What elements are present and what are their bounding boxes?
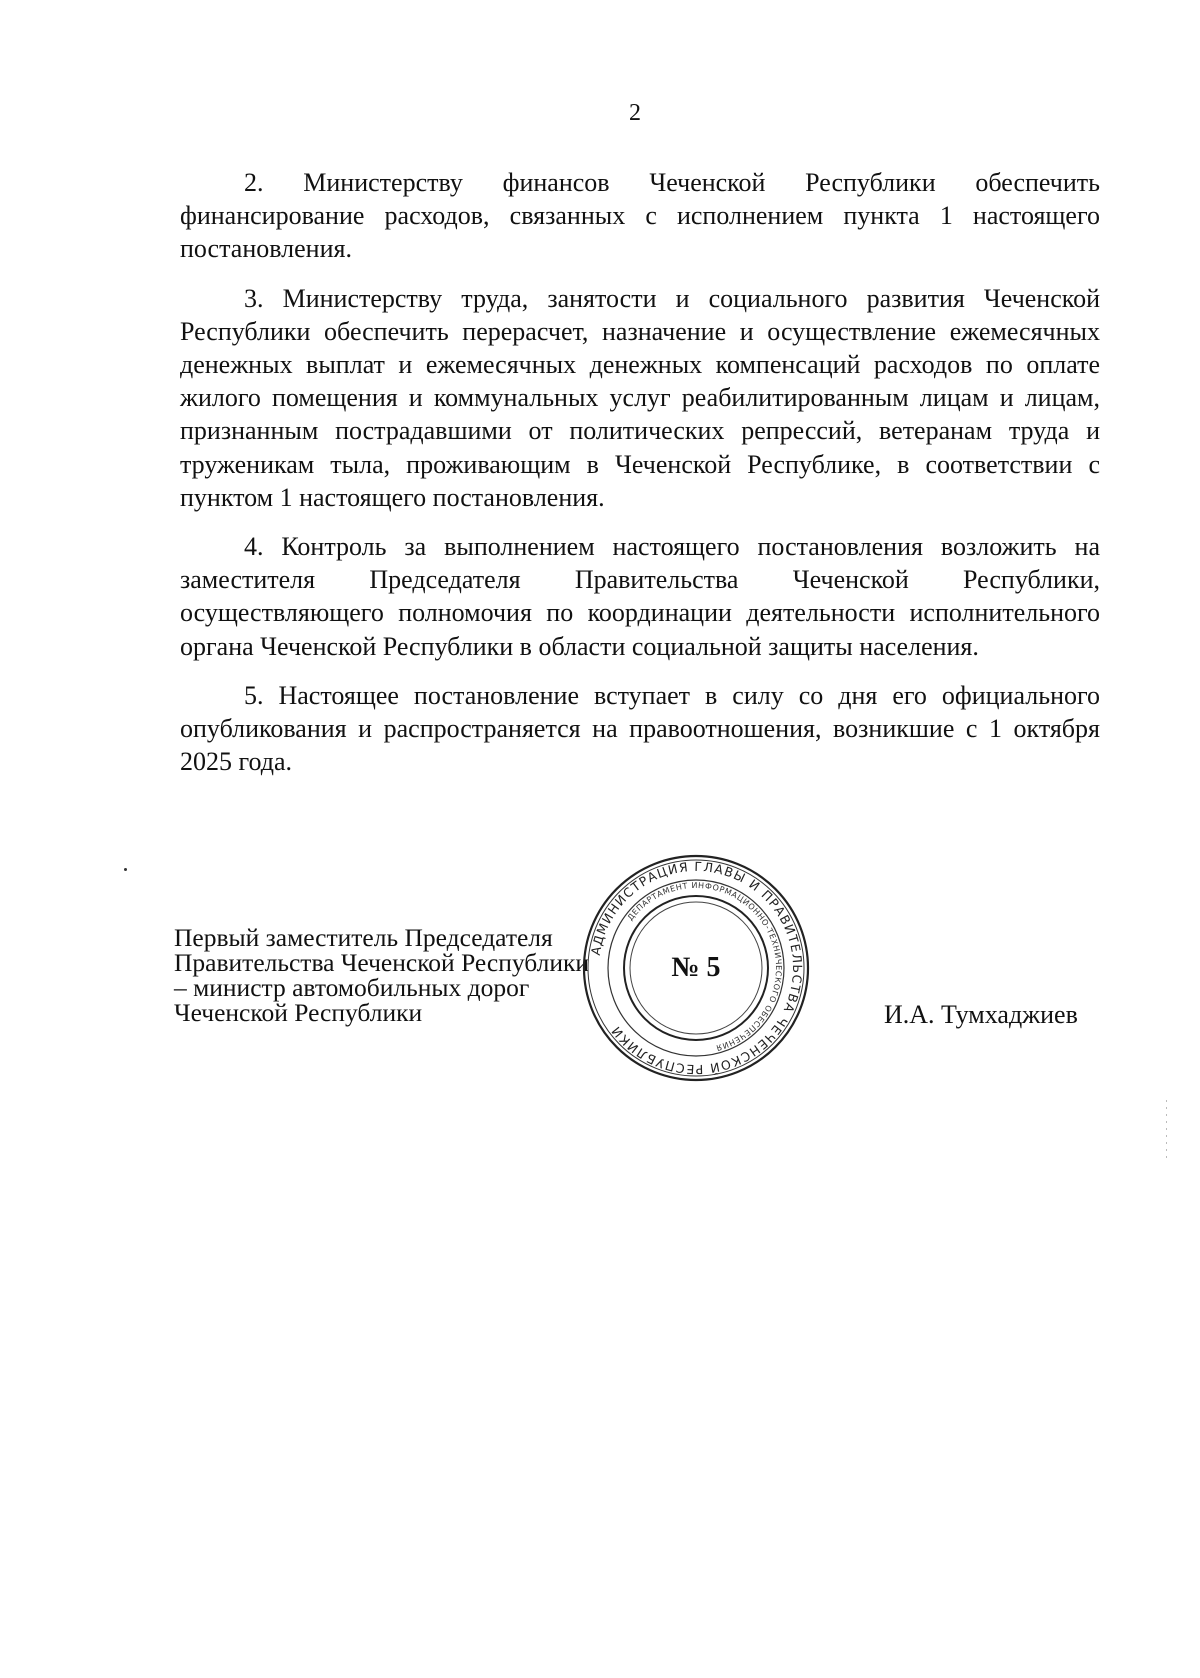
signer-position: [174, 925, 589, 1025]
seal-number: № 5: [671, 952, 721, 983]
scan-speck: [124, 868, 127, 871]
signer-position-line: Чеченской Республики: [174, 998, 423, 1027]
page-number: 2: [629, 100, 641, 126]
paragraph-3: 3. Министерству труда, занятости и социального развития Чеченской Республики обеспечить перерасчет, назначение и осуществление ежемесячных денежных выплат и ежемесячных денежных компенсаций расходов по оплате жилого помещения и коммунальных услуг реабилитированным лицам и лицам, признанным пострадавшими от политических репрессий, ветеранам труда и труженикам тыла, проживающим в Чеченской Республике, в соответствии с пунктом 1 настоящего постановления.: [180, 283, 1100, 512]
signer-name: И.А. Тумхаджиев: [884, 1000, 1078, 1029]
document-body: [180, 166, 1100, 794]
paragraph-5: 5. Настоящее постановление вступает в силу со дня его официального опубликования и распространяется на правоотношения, возникшие с 1 октября 2025 года.: [180, 680, 1100, 777]
seal-inner-text-path: ДЕПАРТАМЕНТ ИНФОРМАЦИОННО-ТЕХНИЧЕСКОГО ОБЕСПЕЧЕНИЯ: [625, 880, 784, 1053]
signer-position-line: Правительства Чеченской Республики: [174, 948, 589, 977]
seal-outer-text-path: АДМИНИСТРАЦИЯ ГЛАВЫ И ПРАВИТЕЛЬСТВА ЧЕЧЕНСКОЙ РЕСПУБЛИКИ: [587, 858, 806, 1078]
signer-position-line: Первый заместитель Председателя: [174, 923, 553, 952]
official-seal: [578, 850, 814, 1086]
paragraph-4: 4. Контроль за выполнением настоящего постановления возложить на заместителя Председателя Правительства Чеченской Республики, осуществляющего полномочия по координации деятельности исполнительного органа Чеченской Республики в области социальной защиты населения.: [180, 532, 1100, 661]
scan-edge-marks: [1166, 1100, 1167, 1160]
paragraph-2: 2. Министерству финансов Чеченской Республики обеспечить финансирование расходов, связанных с исполнением пункта 1 настоящего постановления.: [180, 168, 1100, 264]
signer-position-line: – министр автомобильных дорог: [174, 973, 530, 1002]
